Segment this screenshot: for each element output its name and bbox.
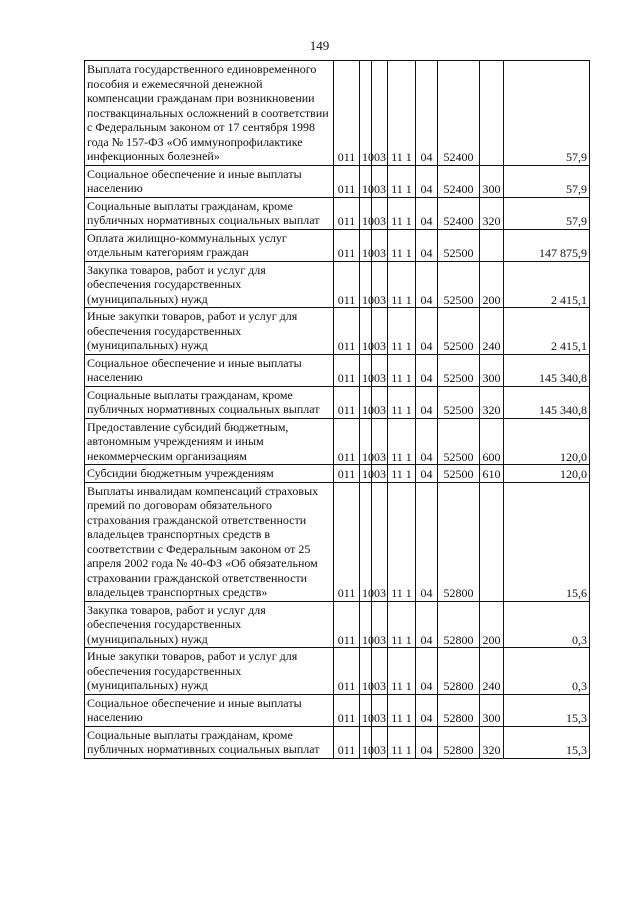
program-code: 11 1 [388, 354, 416, 386]
section-code: 10 [360, 354, 372, 386]
table-row [85, 648, 590, 695]
section-code: 10 [360, 261, 372, 308]
subsection-code: 03 [372, 165, 388, 197]
subprogram-code: 04 [416, 165, 438, 197]
item-code: 52800 [438, 694, 480, 726]
table-row [85, 482, 590, 601]
amount: 120,0 [504, 465, 590, 483]
program-code: 11 1 [388, 165, 416, 197]
item-code: 52500 [438, 465, 480, 483]
subsection-code: 03 [372, 694, 388, 726]
section-code: 10 [360, 418, 372, 465]
subsection-code: 03 [372, 61, 388, 166]
section-code: 10 [360, 482, 372, 601]
subprogram-code: 04 [416, 261, 438, 308]
subprogram-code: 04 [416, 197, 438, 229]
ministry-code: 011 [334, 465, 360, 483]
item-code: 52800 [438, 726, 480, 758]
table-row [85, 465, 590, 483]
row-name: Иные закупки товаров, работ и услуг для обеспечения государственных (муниципальных) нужд [85, 308, 334, 355]
amount: 15,6 [504, 482, 590, 601]
expense-type-code: 320 [480, 197, 504, 229]
item-code: 52500 [438, 229, 480, 261]
subsection-code: 03 [372, 386, 388, 418]
row-name: Субсидии бюджетным учреждениям [85, 465, 334, 483]
section-code: 10 [360, 165, 372, 197]
program-code: 11 1 [388, 197, 416, 229]
row-name: Социальные выплаты гражданам, кроме публичных нормативных социальных выплат [85, 726, 334, 758]
subprogram-code: 04 [416, 308, 438, 355]
section-code: 10 [360, 308, 372, 355]
section-code: 10 [360, 601, 372, 648]
item-code: 52500 [438, 354, 480, 386]
expense-type-code [480, 61, 504, 166]
table-row [85, 694, 590, 726]
section-code: 10 [360, 648, 372, 695]
ministry-code: 011 [334, 694, 360, 726]
amount: 57,9 [504, 61, 590, 166]
item-code: 52800 [438, 482, 480, 601]
subprogram-code: 04 [416, 61, 438, 166]
ministry-code: 011 [334, 386, 360, 418]
table-row [85, 354, 590, 386]
expense-type-code: 300 [480, 354, 504, 386]
ministry-code: 011 [334, 418, 360, 465]
amount: 120,0 [504, 418, 590, 465]
subprogram-code: 04 [416, 726, 438, 758]
table-row [85, 261, 590, 308]
ministry-code: 011 [334, 165, 360, 197]
row-name: Социальное обеспечение и иные выплаты населению [85, 354, 334, 386]
row-name: Оплата жилищно-коммунальных услуг отдельным категориям граждан [85, 229, 334, 261]
expense-type-code: 240 [480, 648, 504, 695]
program-code: 11 1 [388, 601, 416, 648]
subsection-code: 03 [372, 418, 388, 465]
program-code: 11 1 [388, 386, 416, 418]
program-code: 11 1 [388, 694, 416, 726]
table-row [85, 308, 590, 355]
expense-type-code: 300 [480, 165, 504, 197]
program-code: 11 1 [388, 308, 416, 355]
row-name: Социальное обеспечение и иные выплаты населению [85, 694, 334, 726]
row-name: Социальные выплаты гражданам, кроме публичных нормативных социальных выплат [85, 386, 334, 418]
subsection-code: 03 [372, 308, 388, 355]
item-code: 52500 [438, 386, 480, 418]
section-code: 10 [360, 726, 372, 758]
page-number: 149 [309, 38, 330, 53]
expense-type-code: 300 [480, 694, 504, 726]
amount: 0,3 [504, 648, 590, 695]
amount: 15,3 [504, 694, 590, 726]
row-name: Иные закупки товаров, работ и услуг для обеспечения государственных (муниципальных) нужд [85, 648, 334, 695]
item-code: 52800 [438, 648, 480, 695]
ministry-code: 011 [334, 648, 360, 695]
subprogram-code: 04 [416, 229, 438, 261]
item-code: 52800 [438, 601, 480, 648]
expense-type-code [480, 229, 504, 261]
section-code: 10 [360, 197, 372, 229]
item-code: 52400 [438, 197, 480, 229]
section-code: 10 [360, 694, 372, 726]
program-code: 11 1 [388, 261, 416, 308]
expense-type-code: 610 [480, 465, 504, 483]
ministry-code: 011 [334, 261, 360, 308]
item-code: 52400 [438, 61, 480, 166]
subsection-code: 03 [372, 482, 388, 601]
program-code: 11 1 [388, 229, 416, 261]
subprogram-code: 04 [416, 601, 438, 648]
subprogram-code: 04 [416, 648, 438, 695]
budget-table [84, 60, 590, 759]
amount: 145 340,8 [504, 354, 590, 386]
subsection-code: 03 [372, 726, 388, 758]
program-code: 11 1 [388, 726, 416, 758]
section-code: 10 [360, 386, 372, 418]
item-code: 52400 [438, 165, 480, 197]
program-code: 11 1 [388, 482, 416, 601]
table-row [85, 165, 590, 197]
item-code: 52500 [438, 261, 480, 308]
program-code: 11 1 [388, 465, 416, 483]
program-code: 11 1 [388, 648, 416, 695]
amount: 57,9 [504, 197, 590, 229]
table-row [85, 418, 590, 465]
subprogram-code: 04 [416, 482, 438, 601]
row-name: Выплаты инвалидам компенсаций страховых премий по договорам обязательного страхования гражданской ответственности владельцев транспортных средств в соответствии с Федеральным законом от 25 апреля 2002 года № 40-ФЗ «Об обязательном страховании гражданской ответственности владельцев транспортных средств» [85, 482, 334, 601]
subprogram-code: 04 [416, 694, 438, 726]
table-row [85, 386, 590, 418]
amount: 145 340,8 [504, 386, 590, 418]
expense-type-code: 240 [480, 308, 504, 355]
ministry-code: 011 [334, 229, 360, 261]
subsection-code: 03 [372, 229, 388, 261]
ministry-code: 011 [334, 61, 360, 166]
ministry-code: 011 [334, 482, 360, 601]
section-code: 10 [360, 465, 372, 483]
subsection-code: 03 [372, 601, 388, 648]
row-name: Закупка товаров, работ и услуг для обеспечения государственных (муниципальных) нужд [85, 601, 334, 648]
ministry-code: 011 [334, 601, 360, 648]
amount: 2 415,1 [504, 308, 590, 355]
table-row [85, 601, 590, 648]
amount: 15,3 [504, 726, 590, 758]
program-code: 11 1 [388, 61, 416, 166]
expense-type-code: 200 [480, 601, 504, 648]
expense-type-code [480, 482, 504, 601]
ministry-code: 011 [334, 197, 360, 229]
table-row [85, 229, 590, 261]
subsection-code: 03 [372, 354, 388, 386]
ministry-code: 011 [334, 354, 360, 386]
subsection-code: 03 [372, 648, 388, 695]
budget-table-body [85, 61, 590, 759]
row-name: Предоставление субсидий бюджетным, автономным учреждениям и иным некоммерческим организациям [85, 418, 334, 465]
row-name: Социальное обеспечение и иные выплаты населению [85, 165, 334, 197]
expense-type-code: 600 [480, 418, 504, 465]
table-row [85, 197, 590, 229]
amount: 2 415,1 [504, 261, 590, 308]
program-code: 11 1 [388, 418, 416, 465]
ministry-code: 011 [334, 308, 360, 355]
item-code: 52500 [438, 418, 480, 465]
amount: 147 875,9 [504, 229, 590, 261]
subsection-code: 03 [372, 465, 388, 483]
section-code: 10 [360, 61, 372, 166]
amount: 0,3 [504, 601, 590, 648]
table-row [85, 726, 590, 758]
expense-type-code: 320 [480, 386, 504, 418]
expense-type-code: 200 [480, 261, 504, 308]
section-code: 10 [360, 229, 372, 261]
subprogram-code: 04 [416, 354, 438, 386]
subsection-code: 03 [372, 197, 388, 229]
subsection-code: 03 [372, 261, 388, 308]
row-name: Выплата государственного единовременного пособия и ежемесячной денежной компенсации гражданам при возникновении поствакцинальных осложнений в соответствии с Федеральным законом от 17 сентября 1998 года № 157-ФЗ «Об иммунопрофилактике инфекционных болезней» [85, 61, 334, 166]
amount: 57,9 [504, 165, 590, 197]
subprogram-code: 04 [416, 386, 438, 418]
subprogram-code: 04 [416, 465, 438, 483]
expense-type-code: 320 [480, 726, 504, 758]
table-row [85, 61, 590, 166]
item-code: 52500 [438, 308, 480, 355]
ministry-code: 011 [334, 726, 360, 758]
subprogram-code: 04 [416, 418, 438, 465]
row-name: Закупка товаров, работ и услуг для обеспечения государственных (муниципальных) нужд [85, 261, 334, 308]
row-name: Социальные выплаты гражданам, кроме публичных нормативных социальных выплат [85, 197, 334, 229]
